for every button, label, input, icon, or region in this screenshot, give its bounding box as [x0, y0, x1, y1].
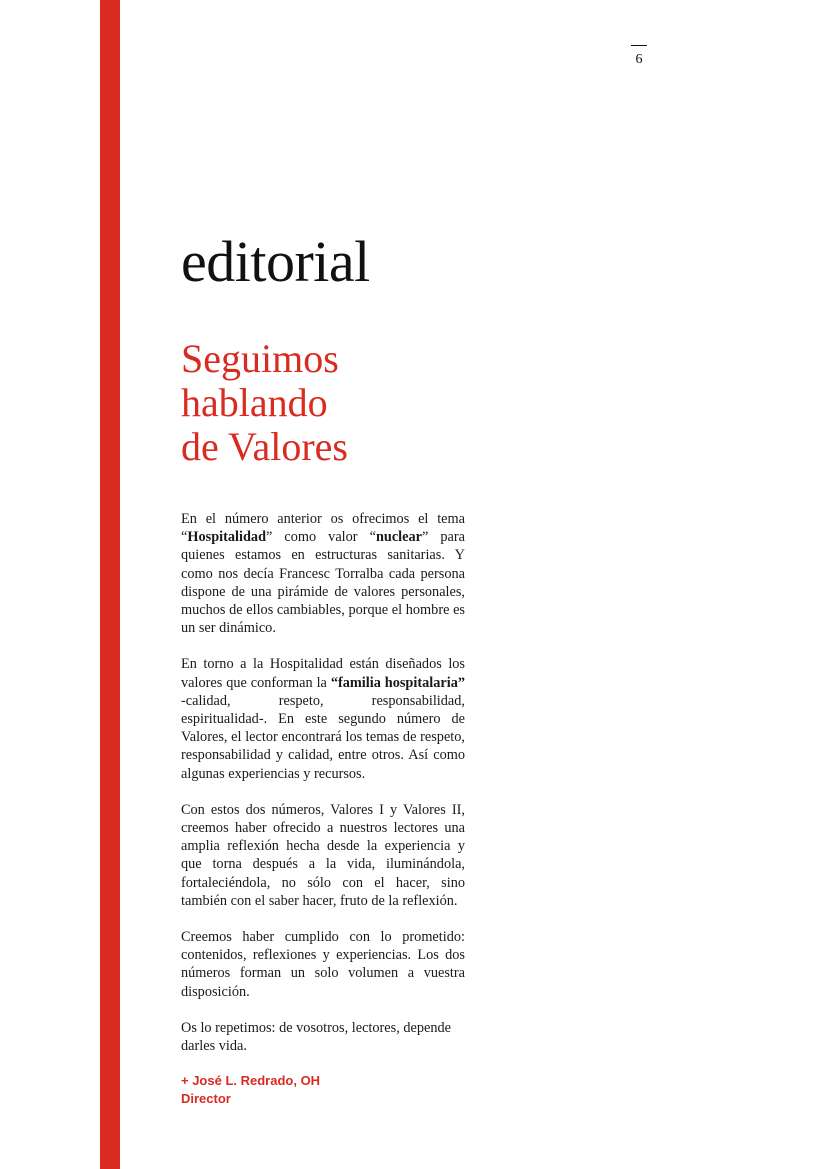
quote-open: “: [181, 529, 188, 546]
paragraph-3: Con estos dos números, Valores I y Valores II, creemos haber ofrecido a nuestros lectores una amplia reflexión hecha desde la experiencia y que torna después a la vida, iluminándola, fortaleciéndola, no sólo con el hacer, sino también con el saber hacer, fruto de la reflexión.: [181, 801, 465, 909]
quote-close: ”: [422, 529, 429, 546]
emphasis-nuclear: nuclear: [375, 529, 422, 546]
page-number: 6: [635, 52, 643, 67]
article-body: [181, 510, 465, 1073]
text: -calidad, respeto, responsabilidad, espiritualidad-. En este segundo número de Valores, el lector encontrará los temas de respeto, responsabilidad y calidad, entre otros. Así como algunas experiencias y recursos.: [181, 692, 465, 782]
headline: [181, 337, 481, 469]
quote-open: “: [369, 529, 376, 546]
signature: [181, 1072, 320, 1108]
emphasis-familia-hospitalaria: “familia hospitalaria”: [330, 674, 465, 691]
text: como valor: [272, 529, 370, 546]
signature-name: + José L. Redrado, OH: [181, 1073, 321, 1088]
headline-line-1: Seguimos: [181, 336, 339, 381]
text: En el número anterior os ofrecimos el tema: [181, 511, 465, 527]
paragraph-5: Os lo repetimos: de vosotros, lectores, depende darles vida.: [181, 1019, 451, 1055]
paragraph-1: [181, 510, 465, 637]
signature-role: Director: [181, 1091, 231, 1106]
section-title: editorial: [181, 229, 370, 294]
text: para quienes estamos en estructuras sanitarias. Y como nos decía Francesc Torralba cada persona dispone de una pirámide de valores personales, muchos de ellos cambiables, porque el hombre es un ser dinámico.: [181, 529, 465, 637]
paragraph-2: [181, 655, 465, 782]
paragraph-4: Creemos haber cumplido con lo prometido: contenidos, reflexiones y experiencias. Los dos números forman un solo volumen a vuestra disposición.: [181, 929, 465, 1000]
quote-close: ”: [266, 529, 273, 546]
emphasis-hospitalidad: Hospitalidad: [187, 529, 267, 546]
headline-line-2: hablando: [181, 380, 328, 425]
text: En torno a la Hospitalidad están diseñados los valores que conforman la: [181, 656, 465, 691]
headline-line-3: de Valores: [181, 424, 348, 469]
red-margin-bar: [100, 0, 120, 1169]
page-number-rule: [631, 45, 647, 46]
